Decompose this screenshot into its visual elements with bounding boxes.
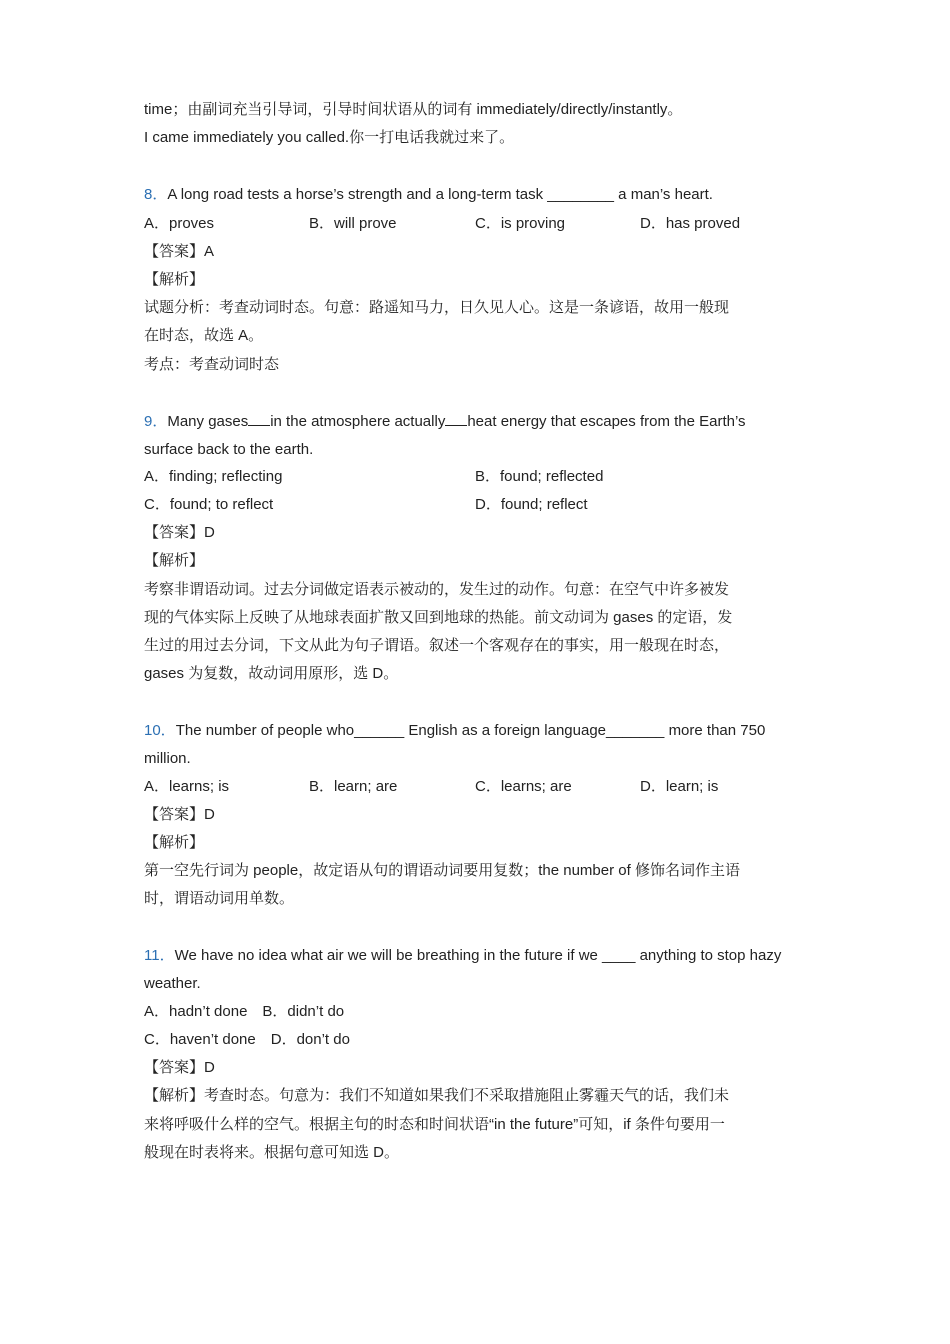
question-10-options	[144, 773, 804, 801]
option-b: B．will prove	[309, 215, 397, 232]
analysis-text: gases 为复数，故动词用原形，选 D。	[144, 665, 399, 682]
answer: 【答案】D	[144, 1059, 215, 1076]
question-11-stem	[144, 942, 804, 970]
options-a-b: A．hadn’t done B．didn’t do	[144, 1003, 345, 1020]
question-text: weather.	[144, 975, 201, 992]
analysis-text: 现的气体实际上反映了从地球表面扩散又回到地球的热能。前文动词为 gases 的定语，发	[144, 609, 733, 626]
option-c: C．learns; are	[475, 778, 572, 795]
question-8-stem	[144, 181, 804, 209]
question-text: We have no idea what air we will be breathing in the future if we ____ anything to stop hazy	[174, 947, 782, 964]
option-b: B．found; reflected	[475, 468, 604, 485]
question-10-stem	[144, 717, 804, 745]
answer-blank	[248, 409, 270, 426]
option-d: D．has proved	[640, 215, 741, 232]
option-d: D．learn; is	[640, 778, 719, 795]
question-text: million.	[144, 750, 191, 767]
question-text: A long road tests a horse’s strength and a long-term task ________ a man’s heart.	[167, 186, 713, 203]
question-9-stem	[144, 408, 804, 436]
question-text: surface back to the earth.	[144, 441, 314, 458]
answer: 【答案】D	[144, 524, 215, 541]
option-a: A．learns; is	[144, 778, 230, 795]
intro-line-2: I came immediately you called.你一打电话我就过来了。	[144, 129, 515, 146]
question-number: 8．	[144, 186, 168, 203]
option-c: C．found; to reflect	[144, 496, 274, 513]
analysis-text: 【解析】考查时态。句意为：我们不知道如果我们不采取措施阻止雾霾天气的话，我们未	[144, 1087, 730, 1104]
question-text: The number of people who______ English as a foreign language_______ more than 750	[175, 722, 766, 739]
question-8-options	[144, 210, 804, 238]
answer: 【答案】D	[144, 806, 215, 823]
question-text: heat energy that escapes from the Earth’s	[467, 413, 746, 430]
analysis-text: 般现在时表将来。根据句意可知选 D。	[144, 1144, 400, 1161]
question-text: in the atmosphere actually	[270, 413, 446, 430]
analysis-text: 在时态，故选 A。	[144, 327, 264, 344]
option-b: B．learn; are	[309, 778, 398, 795]
analysis-text: 第一空先行词为 people，故定语从句的谓语动词要用复数；the number of 修饰名词作主语	[144, 862, 740, 879]
option-a: A．proves	[144, 215, 215, 232]
question-9-options-row-1	[144, 463, 804, 491]
analysis-text: 试题分析：考查动词时态。句意：路遥知马力，日久见人心。这是一条谚语，故用一般现	[144, 299, 730, 316]
option-d: D．found; reflect	[475, 496, 588, 513]
analysis-text: 考察非谓语动词。过去分词做定语表示被动的，发生过的动作。句意：在空气中许多被发	[144, 581, 730, 598]
question-number: 11．	[144, 947, 175, 964]
analysis-label: 【解析】	[144, 552, 205, 569]
analysis-label: 【解析】	[144, 271, 205, 288]
analysis-text: 来将呼吸什么样的空气。根据主句的时态和时间状语“in the future”可知，if 条件句要用一	[144, 1116, 725, 1133]
question-number: 10．	[144, 722, 176, 739]
option-a: A．finding; reflecting	[144, 468, 283, 485]
answer: 【答案】A	[144, 243, 215, 260]
intro-line-1: time；由副词充当引导词，引导时间状语从的词有 immediately/directly/instantly。	[144, 101, 683, 118]
options-c-d: C．haven’t done D．don’t do	[144, 1031, 350, 1048]
answer-blank	[445, 409, 467, 426]
analysis-label: 【解析】	[144, 834, 205, 851]
question-number: 9．	[144, 413, 168, 430]
option-c: C．is proving	[475, 215, 566, 232]
key-point: 考点：考查动词时态	[144, 356, 280, 373]
question-text: Many gases	[167, 413, 249, 430]
analysis-text: 生过的用过去分词，下文从此为句子谓语。叙述一个客观存在的事实，用一般现在时态，	[144, 637, 730, 654]
question-9-options-row-2	[144, 491, 804, 519]
analysis-text: 时，谓语动词用单数。	[144, 890, 295, 907]
